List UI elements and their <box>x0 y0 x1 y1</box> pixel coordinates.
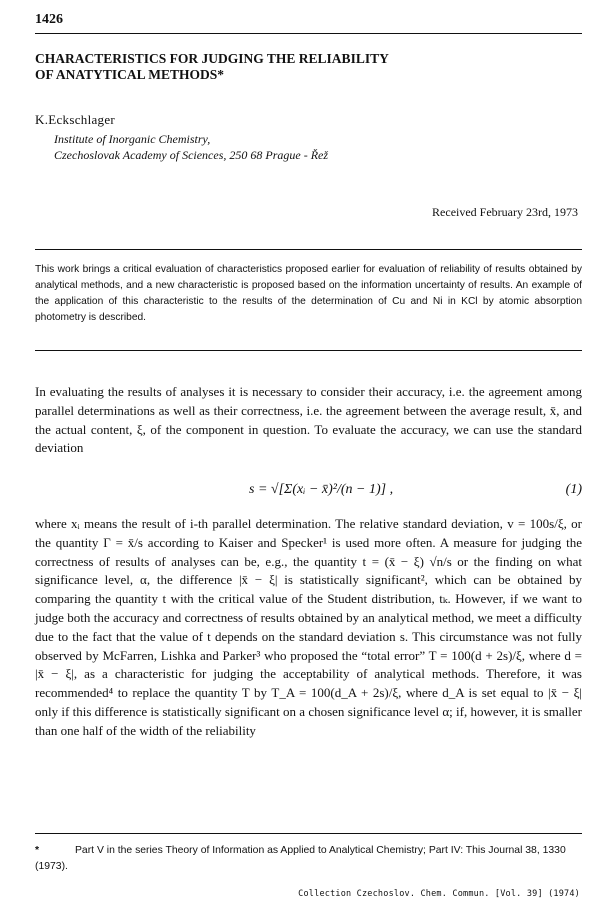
affiliation-line-2: Czechoslovak Academy of Sciences, 250 68 Prague - Řež <box>54 148 329 162</box>
equation-number: (1) <box>565 482 582 497</box>
affiliation-line-1: Institute of Inorganic Chemistry, <box>54 132 211 146</box>
footnote-rule <box>35 833 582 834</box>
equation-1 <box>35 482 582 506</box>
body-paragraph-1: In evaluating the results of analyses it is necessary to consider their accuracy, i.e. the agreement among parallel determinations as well as their correctness, i.e. the agreement between the average result, x̄, and the actual content, ξ, of the component in question. To evaluate the accuracy, we can use the standard deviation <box>35 384 582 456</box>
abstract-top-rule <box>35 249 582 250</box>
footnote <box>35 843 582 875</box>
title-line-1: CHARACTERISTICS FOR JUDGING THE RELIABILITY <box>35 51 389 66</box>
abstract-bottom-rule <box>35 350 582 351</box>
author-name: K.Eckschlager <box>35 112 116 127</box>
body-paragraph-2: where xᵢ means the result of i-th parallel determination. The relative standard deviation, v = 100s/ξ, or the quantity Γ = x̄/s according to Kaiser and Specker¹ is used more often. A measure for judging the correctness of results of analyses can be, e.g., the quantity t = (x̄ − ξ) √n/s or the finding on what significance level, α, the difference |x̄ − ξ| is statistically significant², which can be obtained by comparing the quantity t with the critical value of the Student distribution, tₖ. However, if we want to judge both the accuracy and correctness of results obtained by an analytical method, we meet a difficulty due to the fact that the value of t depends on the standard deviation s. This circumstance was not fully observed by McFarren, Lishka and Parker³ who proposed the “total error” T = 100(d + 2s)/ξ, where d = |x̄ − ξ|, as a characteristic for judging the acceptability of analytical methods. Therefore, it was recommended⁴ to replace the quantity T by T_A = 100(d_A + 2s)/ξ, where d_A is set equal to |x̄ − ξ| only if this difference is statistically significant on a chosen significance level α; if, however, it is smaller than one half of the width of the reliability <box>35 516 582 738</box>
footnote-text: Part V in the series Theory of Information as Applied to Analytical Chemistry; Part IV: This Journal 38, 1330 (1973). <box>35 845 566 872</box>
equation-formula: s = √[Σ(xᵢ − x̄)²/(n − 1)] , <box>249 482 394 497</box>
affiliation <box>54 131 328 163</box>
abstract-text: This work brings a critical evaluation of characteristics proposed earlier for evaluation of reliability of results obtained by analytical methods, and a new characteristic is proposed based on the information uncertainty of results. An example of the application of this characteristic to the results of the determination of Cu and Ni in KCl by atomic absorption photometry is described. <box>35 264 582 323</box>
page-number: 1426 <box>35 12 63 27</box>
article-title <box>35 51 582 83</box>
received-date: Received February 23rd, 1973 <box>432 205 578 219</box>
title-line-2: OF ANATYTICAL METHODS* <box>35 67 225 82</box>
header-rule <box>35 33 582 34</box>
footnote-marker: * <box>35 845 40 856</box>
journal-footer: Collection Czechoslov. Chem. Commun. [Vol. 39] (1974) <box>298 889 580 899</box>
